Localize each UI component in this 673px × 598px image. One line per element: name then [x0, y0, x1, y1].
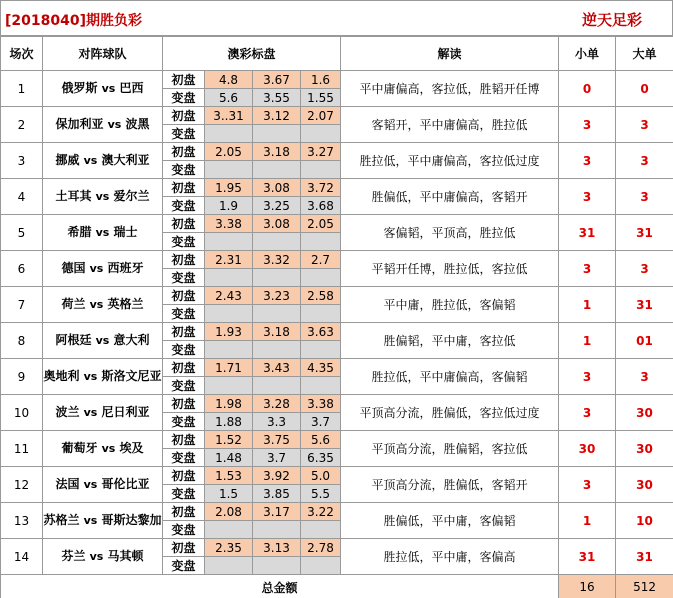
- table-row: [1, 251, 673, 269]
- initial-odd: 3.17: [253, 503, 301, 521]
- vs-label: vs: [83, 478, 98, 491]
- table-row: [1, 179, 673, 197]
- initial-odd: 3.67: [253, 71, 301, 89]
- issue-title: [2018040]期胜负彩: [5, 13, 142, 29]
- initial-odd: 2.58: [301, 287, 341, 305]
- away-team: 斯洛文尼亚: [101, 369, 162, 383]
- small-pick: 3: [559, 107, 616, 143]
- table-row: [1, 431, 673, 449]
- current-odds-label: 变盘: [163, 341, 205, 359]
- initial-odd: 3.22: [301, 503, 341, 521]
- initial-odds-label: 初盘: [163, 503, 205, 521]
- big-pick: 3: [616, 143, 673, 179]
- initial-odd: 3.23: [253, 287, 301, 305]
- initial-odd: 3.32: [253, 251, 301, 269]
- initial-odd: 2.07: [301, 107, 341, 125]
- match-index: 7: [1, 287, 43, 323]
- initial-odd: 3.63: [301, 323, 341, 341]
- current-odds-label: 变盘: [163, 269, 205, 287]
- vs-label: vs: [101, 442, 116, 455]
- initial-odd: 2.05: [205, 143, 253, 161]
- small-pick: 3: [559, 395, 616, 431]
- initial-odds-label: 初盘: [163, 143, 205, 161]
- home-team: 希腊: [67, 225, 92, 239]
- current-odd: 5.5: [301, 485, 341, 503]
- small-pick: 30: [559, 431, 616, 467]
- initial-odd: 1.93: [205, 323, 253, 341]
- big-pick: 31: [616, 539, 673, 575]
- current-odd: [253, 377, 301, 395]
- match-index: 4: [1, 179, 43, 215]
- match-teams: [43, 71, 163, 107]
- header-analysis: 解读: [341, 37, 559, 71]
- home-team: 俄罗斯: [61, 81, 98, 95]
- table-row: [1, 143, 673, 161]
- total-small: 16: [559, 575, 616, 598]
- table-row: [1, 539, 673, 557]
- initial-odds-label: 初盘: [163, 359, 205, 377]
- initial-odd: 3.18: [253, 143, 301, 161]
- small-pick: 1: [559, 323, 616, 359]
- current-odd: [253, 521, 301, 539]
- initial-odd: 4.8: [205, 71, 253, 89]
- analysis-text: 平中庸偏高，客拉低，胜韬开任博: [341, 71, 559, 107]
- match-index: 3: [1, 143, 43, 179]
- initial-odd: 1.6: [301, 71, 341, 89]
- home-team: 芬兰: [61, 549, 86, 563]
- analysis-text: 平顶高分流，胜偏韬，客拉低: [341, 431, 559, 467]
- analysis-text: 客偏韬，平顶高，胜拉低: [341, 215, 559, 251]
- match-index: 9: [1, 359, 43, 395]
- away-team: 爱尔兰: [113, 189, 150, 203]
- match-teams: [43, 467, 163, 503]
- vs-label: vs: [89, 550, 104, 563]
- current-odd: [301, 377, 341, 395]
- header-idx: 场次: [1, 37, 43, 71]
- match-teams: [43, 503, 163, 539]
- current-odd: 3.7: [253, 449, 301, 467]
- initial-odd: 3.38: [301, 395, 341, 413]
- match-index: 11: [1, 431, 43, 467]
- small-pick: 3: [559, 179, 616, 215]
- home-team: 德国: [61, 261, 86, 275]
- header-big: 大单: [616, 37, 673, 71]
- total-big: 512: [616, 575, 673, 598]
- initial-odds-label: 初盘: [163, 539, 205, 557]
- current-odds-label: 变盘: [163, 521, 205, 539]
- table-row: [1, 359, 673, 377]
- home-team: 土耳其: [55, 189, 92, 203]
- initial-odd: 3.08: [253, 215, 301, 233]
- current-odds-label: 变盘: [163, 161, 205, 179]
- current-odd: 1.55: [301, 89, 341, 107]
- current-odds-label: 变盘: [163, 413, 205, 431]
- initial-odds-label: 初盘: [163, 251, 205, 269]
- current-odds-label: 变盘: [163, 305, 205, 323]
- vs-label: vs: [95, 226, 110, 239]
- initial-odds-label: 初盘: [163, 431, 205, 449]
- initial-odd: 3.27: [301, 143, 341, 161]
- current-odd: [253, 233, 301, 251]
- small-pick: 3: [559, 467, 616, 503]
- initial-odd: 2.78: [301, 539, 341, 557]
- analysis-text: 平中庸，胜拉低，客偏韬: [341, 287, 559, 323]
- away-team: 英格兰: [107, 297, 144, 311]
- current-odd: [253, 341, 301, 359]
- initial-odds-label: 初盘: [163, 395, 205, 413]
- current-odds-label: 变盘: [163, 449, 205, 467]
- current-odds-label: 变盘: [163, 89, 205, 107]
- analysis-text: 平顶高分流，胜偏低，客拉低过度: [341, 395, 559, 431]
- vs-label: vs: [83, 406, 98, 419]
- match-teams: [43, 107, 163, 143]
- table-row: [1, 467, 673, 485]
- small-pick: 1: [559, 287, 616, 323]
- big-pick: 30: [616, 431, 673, 467]
- match-index: 6: [1, 251, 43, 287]
- current-odd: 1.48: [205, 449, 253, 467]
- analysis-text: 平顶高分流，胜偏低，客韬开: [341, 467, 559, 503]
- initial-odds-label: 初盘: [163, 179, 205, 197]
- current-odd: [301, 557, 341, 575]
- current-odd: [301, 125, 341, 143]
- total-label: 总金额: [1, 575, 559, 598]
- home-team: 保加利亚: [55, 117, 104, 131]
- away-team: 澳大利亚: [101, 153, 150, 167]
- analysis-text: 胜偏韬，平中庸，客拉低: [341, 323, 559, 359]
- current-odds-label: 变盘: [163, 233, 205, 251]
- home-team: 波兰: [55, 405, 80, 419]
- current-odd: [253, 161, 301, 179]
- initial-odd: 3.18: [253, 323, 301, 341]
- total-row: [1, 575, 673, 598]
- header-bar: [0, 0, 673, 36]
- current-odd: 3.3: [253, 413, 301, 431]
- vs-label: vs: [101, 82, 116, 95]
- vs-label: vs: [89, 298, 104, 311]
- big-pick: 01: [616, 323, 673, 359]
- vs-label: vs: [83, 370, 98, 383]
- table-row: [1, 503, 673, 521]
- vs-label: vs: [83, 154, 98, 167]
- current-odd: 3.85: [253, 485, 301, 503]
- table-row: [1, 71, 673, 89]
- current-odd: [301, 521, 341, 539]
- current-odd: [253, 557, 301, 575]
- current-odd: [205, 521, 253, 539]
- big-pick: 0: [616, 71, 673, 107]
- away-team: 埃及: [119, 441, 144, 455]
- analysis-text: 平韬开任博，胜拉低，客拉低: [341, 251, 559, 287]
- analysis-text: 胜偏低，平中庸偏高，客韬开: [341, 179, 559, 215]
- current-odds-label: 变盘: [163, 485, 205, 503]
- analysis-text: 胜拉低，平中庸偏高，客偏韬: [341, 359, 559, 395]
- initial-odd: 1.98: [205, 395, 253, 413]
- big-pick: 3: [616, 251, 673, 287]
- lottery-table: [0, 36, 673, 598]
- initial-odds-label: 初盘: [163, 323, 205, 341]
- initial-odds-label: 初盘: [163, 71, 205, 89]
- initial-odd: 5.0: [301, 467, 341, 485]
- vs-label: vs: [95, 334, 110, 347]
- initial-odd: 1.52: [205, 431, 253, 449]
- match-index: 12: [1, 467, 43, 503]
- small-pick: 31: [559, 215, 616, 251]
- away-team: 马其顿: [107, 549, 144, 563]
- initial-odd: 3.92: [253, 467, 301, 485]
- current-odd: [301, 341, 341, 359]
- initial-odd: 2.31: [205, 251, 253, 269]
- initial-odd: 2.43: [205, 287, 253, 305]
- big-pick: 30: [616, 467, 673, 503]
- current-odd: 3.68: [301, 197, 341, 215]
- current-odd: [205, 161, 253, 179]
- small-pick: 1: [559, 503, 616, 539]
- table-header-row: [1, 37, 673, 71]
- match-teams: [43, 215, 163, 251]
- initial-odd: 3.28: [253, 395, 301, 413]
- home-team: 法国: [55, 477, 80, 491]
- initial-odd: 2.35: [205, 539, 253, 557]
- initial-odd: 3.75: [253, 431, 301, 449]
- table-row: [1, 323, 673, 341]
- analysis-text: 胜拉低，平中庸偏高，客拉低过度: [341, 143, 559, 179]
- current-odd: [301, 269, 341, 287]
- current-odd: [205, 341, 253, 359]
- current-odd: 5.6: [205, 89, 253, 107]
- current-odd: 1.5: [205, 485, 253, 503]
- match-index: 14: [1, 539, 43, 575]
- current-odd: 6.35: [301, 449, 341, 467]
- small-pick: 3: [559, 143, 616, 179]
- vs-label: vs: [95, 190, 110, 203]
- initial-odds-label: 初盘: [163, 215, 205, 233]
- home-team: 奥地利: [43, 369, 80, 383]
- current-odd: 1.88: [205, 413, 253, 431]
- away-team: 瑞士: [113, 225, 138, 239]
- big-pick: 30: [616, 395, 673, 431]
- home-team: 阿根廷: [55, 333, 92, 347]
- away-team: 哥伦比亚: [101, 477, 150, 491]
- table-row: [1, 395, 673, 413]
- match-teams: [43, 179, 163, 215]
- initial-odd: 2.08: [205, 503, 253, 521]
- current-odds-label: 变盘: [163, 377, 205, 395]
- brand-title: 逆天足彩: [581, 11, 642, 29]
- away-team: 意大利: [113, 333, 150, 347]
- analysis-text: 客韬开，平中庸偏高，胜拉低: [341, 107, 559, 143]
- current-odd: [301, 161, 341, 179]
- current-odds-label: 变盘: [163, 125, 205, 143]
- header-small: 小单: [559, 37, 616, 71]
- current-odd: [253, 269, 301, 287]
- current-odd: [205, 557, 253, 575]
- match-teams: [43, 395, 163, 431]
- current-odd: [205, 233, 253, 251]
- table-row: [1, 215, 673, 233]
- match-teams: [43, 323, 163, 359]
- table-body: [1, 71, 673, 575]
- home-team: 苏格兰: [43, 513, 80, 527]
- match-teams: [43, 251, 163, 287]
- vs-label: vs: [83, 514, 98, 527]
- table-row: [1, 287, 673, 305]
- current-odd: 3.7: [301, 413, 341, 431]
- match-teams: [43, 143, 163, 179]
- initial-odd: 3.13: [253, 539, 301, 557]
- header-odds: 澳彩标盘: [163, 37, 341, 71]
- header-match: 对阵球队: [43, 37, 163, 71]
- small-pick: 3: [559, 359, 616, 395]
- current-odd: [253, 125, 301, 143]
- match-index: 2: [1, 107, 43, 143]
- analysis-text: 胜拉低，平中庸，客偏高: [341, 539, 559, 575]
- current-odds-label: 变盘: [163, 557, 205, 575]
- initial-odd: 1.53: [205, 467, 253, 485]
- vs-label: vs: [89, 262, 104, 275]
- home-team: 荷兰: [61, 297, 86, 311]
- initial-odd: 3.72: [301, 179, 341, 197]
- big-pick: 31: [616, 287, 673, 323]
- match-index: 1: [1, 71, 43, 107]
- away-team: 哥斯达黎加: [101, 513, 162, 527]
- initial-odds-label: 初盘: [163, 107, 205, 125]
- initial-odd: 1.71: [205, 359, 253, 377]
- current-odd: [253, 305, 301, 323]
- match-teams: [43, 287, 163, 323]
- small-pick: 31: [559, 539, 616, 575]
- match-index: 8: [1, 323, 43, 359]
- analysis-text: 胜偏低，平中庸，客偏韬: [341, 503, 559, 539]
- initial-odd: 1.95: [205, 179, 253, 197]
- away-team: 巴西: [119, 81, 144, 95]
- big-pick: 3: [616, 107, 673, 143]
- match-teams: [43, 359, 163, 395]
- initial-odd: 3..31: [205, 107, 253, 125]
- initial-odd: 4.35: [301, 359, 341, 377]
- match-teams: [43, 431, 163, 467]
- current-odd: 1.9: [205, 197, 253, 215]
- table-row: [1, 107, 673, 125]
- current-odd: [205, 125, 253, 143]
- match-index: 5: [1, 215, 43, 251]
- initial-odd: 3.43: [253, 359, 301, 377]
- vs-label: vs: [107, 118, 122, 131]
- initial-odd: 3.38: [205, 215, 253, 233]
- current-odd: 3.25: [253, 197, 301, 215]
- home-team: 葡萄牙: [61, 441, 98, 455]
- big-pick: 3: [616, 179, 673, 215]
- big-pick: 31: [616, 215, 673, 251]
- current-odd: 3.55: [253, 89, 301, 107]
- match-index: 10: [1, 395, 43, 431]
- small-pick: 0: [559, 71, 616, 107]
- initial-odd: 3.08: [253, 179, 301, 197]
- initial-odds-label: 初盘: [163, 467, 205, 485]
- home-team: 挪威: [55, 153, 80, 167]
- current-odd: [205, 269, 253, 287]
- current-odd: [301, 305, 341, 323]
- big-pick: 3: [616, 359, 673, 395]
- initial-odd: 5.6: [301, 431, 341, 449]
- current-odd: [205, 377, 253, 395]
- match-teams: [43, 539, 163, 575]
- initial-odd: 2.7: [301, 251, 341, 269]
- initial-odds-label: 初盘: [163, 287, 205, 305]
- match-index: 13: [1, 503, 43, 539]
- initial-odd: 3.12: [253, 107, 301, 125]
- away-team: 波黑: [125, 117, 150, 131]
- big-pick: 10: [616, 503, 673, 539]
- current-odd: [301, 233, 341, 251]
- away-team: 尼日利亚: [101, 405, 150, 419]
- initial-odd: 2.05: [301, 215, 341, 233]
- small-pick: 3: [559, 251, 616, 287]
- current-odds-label: 变盘: [163, 197, 205, 215]
- away-team: 西班牙: [107, 261, 144, 275]
- current-odd: [205, 305, 253, 323]
